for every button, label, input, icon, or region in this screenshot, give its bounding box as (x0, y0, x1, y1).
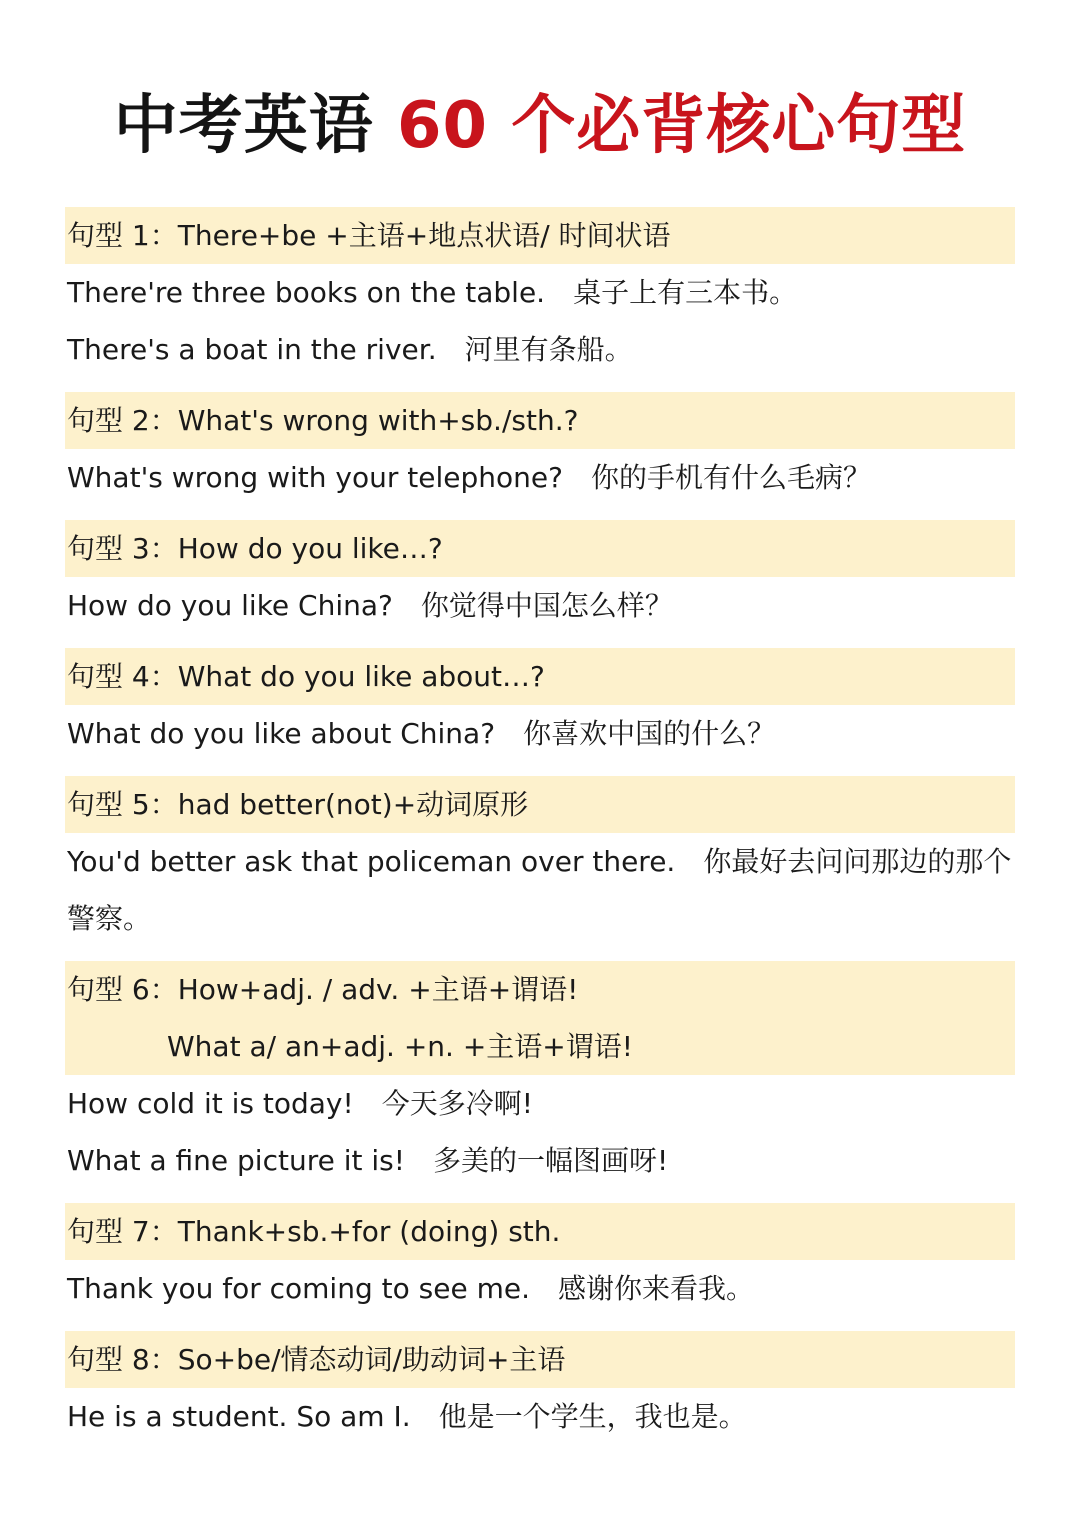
pattern-heading-5: 句型 5：had better(not)+动词原形 (65, 776, 1015, 833)
pattern-heading-2: 句型 2：What's wrong with+sb./sth.? (65, 392, 1015, 449)
example-6-2 (65, 1132, 1015, 1189)
example-2-1 (65, 449, 1015, 506)
example-3-1 (65, 577, 1015, 634)
example-chinese: 今天多冷啊! (381, 1087, 533, 1120)
example-english: How do you like China? (67, 589, 393, 622)
pattern-heading-6-line1: 句型 6：How+adj. / adv. +主语+谓语! (67, 973, 579, 1006)
example-english: What's wrong with your telephone? (67, 461, 563, 494)
example-chinese: 桌子上有三本书。 (573, 276, 798, 309)
example-8-1 (65, 1388, 1015, 1445)
example-english: What do you like about China? (67, 717, 496, 750)
pattern-list (65, 207, 1015, 1445)
page-title (0, 88, 1080, 164)
pattern-heading-6-line2: What a/ an+adj. +n. +主语+谓语! (167, 1030, 633, 1063)
page-title-highlight: 60 个必背核心句型 (396, 89, 967, 163)
example-chinese: 你最好去问问那边的那个警察。 (67, 845, 1012, 935)
example-english: There're three books on the table. (67, 276, 546, 309)
example-7-1 (65, 1260, 1015, 1317)
example-english: How cold it is today! (67, 1087, 354, 1120)
example-english: You'd better ask that policeman over there. (67, 845, 676, 878)
example-english: He is a student. So am I. (67, 1400, 411, 1433)
example-english: Thank you for coming to see me. (67, 1272, 530, 1305)
example-chinese: 河里有条船。 (464, 333, 633, 366)
example-chinese: 你觉得中国怎么样？ (420, 589, 673, 622)
example-chinese: 你的手机有什么毛病？ (590, 461, 871, 494)
example-chinese: 你喜欢中国的什么？ (523, 717, 776, 750)
pattern-heading-1: 句型 1：There+be +主语+地点状语/ 时间状语 (65, 207, 1015, 264)
example-6-1 (65, 1075, 1015, 1132)
example-1-1 (65, 264, 1015, 321)
pattern-heading-6 (65, 961, 1015, 1075)
pattern-heading-7: 句型 7：Thank+sb.+for (doing) sth. (65, 1203, 1015, 1260)
example-chinese: 感谢你来看我。 (557, 1272, 754, 1305)
example-5-1 (65, 833, 1015, 947)
page-title-prefix: 中考英语 (113, 89, 374, 163)
pattern-heading-8: 句型 8：So+be/情态动词/助动词+主语 (65, 1331, 1015, 1388)
example-4-1 (65, 705, 1015, 762)
example-chinese: 多美的一幅图画呀! (432, 1144, 669, 1177)
pattern-heading-3: 句型 3：How do you like…? (65, 520, 1015, 577)
example-1-2 (65, 321, 1015, 378)
example-english: There's a boat in the river. (67, 333, 437, 366)
example-english: What a fine picture it is! (67, 1144, 405, 1177)
example-chinese: 他是一个学生，我也是。 (438, 1400, 747, 1433)
pattern-heading-4: 句型 4：What do you like about…? (65, 648, 1015, 705)
